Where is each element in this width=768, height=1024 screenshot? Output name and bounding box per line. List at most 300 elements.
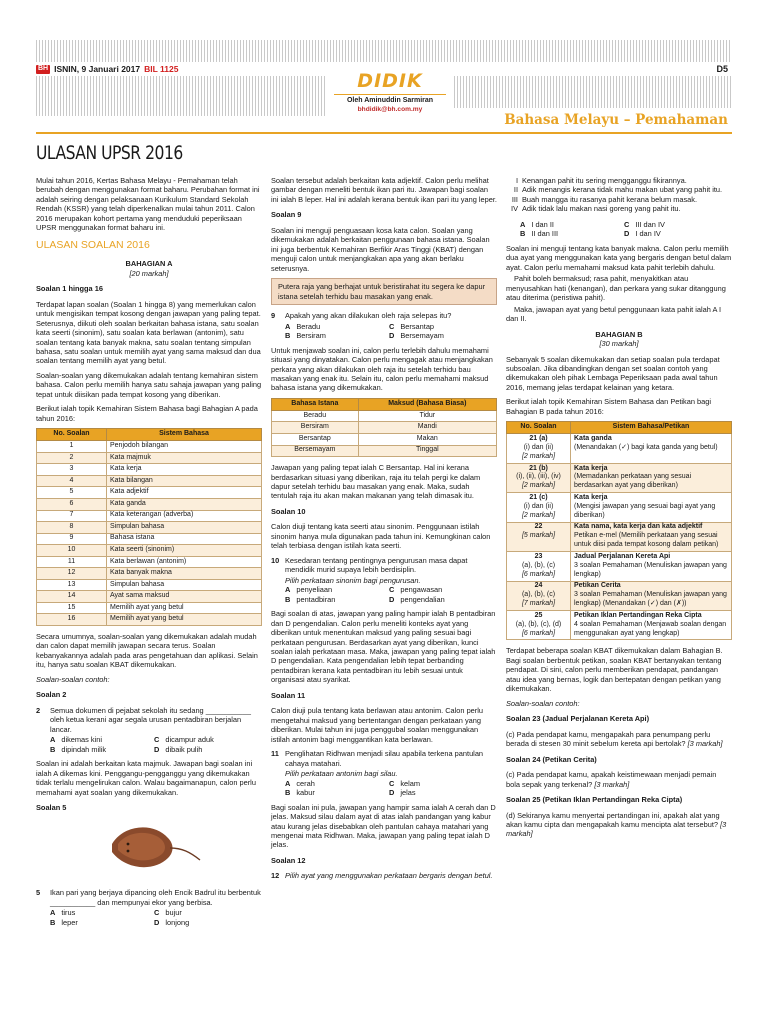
table-cell: Kata berlawan (antonim) <box>107 556 262 568</box>
question-11-options <box>285 779 497 798</box>
option <box>154 745 258 754</box>
table-row <box>37 464 262 476</box>
question-number: 23 <box>534 552 543 560</box>
section-a-para-3: Berikut ialah topik Kemahiran Sistem Bahasa bagi Bahagian A pada tahun 2016: <box>36 404 258 423</box>
question-text: Apakah yang akan dilakukan oleh raja selepas itu? <box>285 311 452 321</box>
option <box>520 229 624 238</box>
author-email: bhdidik@bh.com.my <box>357 105 423 113</box>
option-text: pentadbiran <box>296 594 336 604</box>
question-text: Pilih ayat yang menggunakan perkataan bergaris dengan betul. <box>285 871 493 881</box>
section-a-marks: [20 markah] <box>129 268 169 278</box>
question-9 <box>271 311 497 320</box>
table-cell: Kata majmuk <box>107 452 262 464</box>
question-2-heading: Soalan 2 <box>36 690 67 700</box>
table-cell: Kata keterangan (adverba) <box>107 510 262 522</box>
table-cell: Simpulan bahasa <box>107 522 262 534</box>
question-2-options <box>50 735 262 754</box>
question-12-options <box>520 220 732 239</box>
option-text: Beradu <box>296 321 321 331</box>
question-number: 5 <box>36 888 41 898</box>
question-25-heading: Soalan 25 (Petikan Iklan Pertandingan Reka Cipta) <box>506 795 683 805</box>
option-text: bujur <box>165 908 182 918</box>
option-letter: C <box>389 585 395 595</box>
question-number-cell <box>507 493 571 522</box>
option <box>520 220 624 229</box>
option-text: I dan II <box>531 219 554 229</box>
question-number: 25 <box>534 611 543 619</box>
subquestion-list: (i) dan (ii) <box>523 444 554 452</box>
option <box>50 908 154 917</box>
topic-cell <box>571 434 732 463</box>
subquestion-list: (a), (b), (c) <box>521 561 556 569</box>
table-body <box>507 434 732 640</box>
table-cell: 10 <box>37 545 107 557</box>
table-cell: 13 <box>37 579 107 591</box>
subquestion-list: (a), (b), (c), (d) <box>515 620 562 628</box>
table-cell: Bahasa istana <box>107 533 262 545</box>
option-letter: D <box>154 744 160 754</box>
option <box>285 779 389 788</box>
subquestion-list: (i) dan (ii) <box>523 502 554 510</box>
question-text: (d) Sekiranya kamu menyertai pertandingan ini, apakah alat yang akan kamu cipta dan mengapakah kamu mencipta alat tersebut? <box>506 810 720 829</box>
option <box>389 788 493 797</box>
option-text: pengawasan <box>400 585 443 595</box>
question-number-cell <box>507 463 571 492</box>
table-row <box>507 434 732 463</box>
topic-title: Kata kerja <box>574 493 608 501</box>
section-b-para-3: Terdapat beberapa soalan KBAT dikemukakan dalam Bahagian B. Bagi soalan berbentuk petikan, soalan KBAT bertanyakan tentang pendapat. Di sini, calon perlu memberikan pendapat, pandangan atau idea yang bernas, logik dan bertepatan dengan petikan yang dikemukakan. <box>506 646 723 694</box>
option-letter: D <box>624 229 630 239</box>
section-b-para-1: Sebanyak 5 soalan dikemukakan dan setiap soalan pula terdapat subsoalan. Jika dibandingkan dengan set soalan contoh yang dikemukakan oleh pihak Lembaga Peperiksaan pada awal tahun 2016, memang jelas terdapat kelainan yang ketara. <box>506 354 720 392</box>
option-text: tirus <box>61 908 76 918</box>
table-row <box>37 533 262 545</box>
option <box>50 918 154 927</box>
issue-date: ISNIN, 9 Januari 2017 <box>54 64 141 74</box>
question-number-cell <box>507 581 571 610</box>
table-body <box>37 441 262 626</box>
option <box>389 779 493 788</box>
table-cell: Tidur <box>358 410 496 422</box>
option-text: lonjong <box>165 917 190 927</box>
table-cell: Kata banyak makna <box>107 568 262 580</box>
option-text: penyeliaan <box>296 585 333 595</box>
table-row <box>37 602 262 614</box>
statement-number: I <box>515 176 518 185</box>
option <box>285 788 389 797</box>
option <box>285 322 389 331</box>
question-9-answer: Jawapan yang paling tepat ialah C Bersantap. Hal ini kerana berdasarkan situasi yang diberikan, raja itu telah pergi ke dalam dapur setelah terhidu bau masakan yang enak. Maka, sudah tentulah raja itu akan makan makanan yang telah dimasak itu. <box>271 463 481 501</box>
table-header: No. Soalan <box>507 422 571 434</box>
topic-cell <box>571 463 732 492</box>
option-letter: D <box>389 788 395 798</box>
table-cell: Bersemayam <box>272 445 359 457</box>
question-number: 9 <box>271 311 276 321</box>
table-cell: 6 <box>37 498 107 510</box>
review-heading: ULASAN SOALAN 2016 <box>36 238 150 251</box>
section-b-topics-table <box>506 421 732 640</box>
topic-title: Kata nama, kata kerja dan kata adjektif <box>574 523 703 531</box>
topic-cell <box>571 552 732 581</box>
option <box>285 585 389 594</box>
section-b-heading: BAHAGIAN B <box>595 329 643 339</box>
option-letter: B <box>520 229 526 239</box>
header-hatch-right <box>454 76 732 108</box>
table-cell: Ayat sama maksud <box>107 591 262 603</box>
table-cell: Penjodoh bilangan <box>107 441 262 453</box>
table-row <box>37 556 262 568</box>
option <box>50 745 154 754</box>
option-letter: B <box>50 917 56 927</box>
topic-cell <box>571 522 732 551</box>
statement-number: III <box>511 194 518 204</box>
option-letter: A <box>285 585 291 595</box>
question-number-cell <box>507 434 571 463</box>
statement-item <box>506 185 732 194</box>
option <box>285 595 389 604</box>
option-text: I dan IV <box>635 229 661 239</box>
question-10-intro: Calon diuji tentang kata seerti atau sinonim. Penggunaan istilah sinonim hanya mula digunakan pada tahun ini. Kemungkinan calon telah terbiasa dengan istilah kata seerti. <box>271 522 491 551</box>
section-brand <box>334 72 446 114</box>
topic-title: Jadual Perjalanan Kereta Api <box>574 552 671 560</box>
table-cell: 8 <box>37 522 107 534</box>
table-header: Bahasa Istana <box>272 398 359 410</box>
examples-label: Soalan-soalan contoh: <box>506 698 580 708</box>
table-row <box>507 552 732 581</box>
question-11-intro: Calon diuji pula tentang kata berlawan atau antonim. Calon perlu mengetahui maksud yang bertentangan dengan perkataan yang diberikan. Mulai tahun ini juga penggubal soalan menggunakan istilah antonim bagi menggantikan kata berlawan. <box>271 706 484 744</box>
question-9-intro: Soalan ini menguji penguasaan kosa kata calon. Soalan yang dikemukakan adalah berkaitan penggunaan bahasa istana. Soalan ini juga berbentuk Kemahiran Berfikir Aras Tinggi (KBAT) dengan menguji calon untuk menjangkakan apa yang akan berlaku seterusnya. <box>271 225 490 273</box>
table-cell: Kata seerti (sinonim) <box>107 545 262 557</box>
table-header: No. Soalan <box>37 429 107 441</box>
question-marks: [7 markah] <box>521 600 556 608</box>
topic-title: Petikan Cerita <box>574 582 621 590</box>
table-row <box>37 545 262 557</box>
table-cell: 4 <box>37 475 107 487</box>
topic-description: 3 soalan Pemahaman (Menuliskan jawapan yang lengkap) <box>574 561 727 578</box>
question-number: 11 <box>271 749 279 759</box>
option <box>389 595 493 604</box>
topic-description: Petikan e-mel (Memilih perkataan yang sesuai untuk diisi pada tempat kosong dalam petikan) <box>574 532 719 549</box>
stingray-illustration <box>36 818 262 880</box>
option-letter: A <box>50 735 56 745</box>
table-cell: 11 <box>37 556 107 568</box>
section-b-marks: [30 markah] <box>599 339 639 349</box>
option <box>154 735 258 744</box>
option-letter: C <box>154 908 160 918</box>
subquestion-list: (i), (ii), (iii), (iv) <box>516 473 561 481</box>
option-letter: A <box>285 778 291 788</box>
option <box>154 908 258 917</box>
question-9-heading: Soalan 9 <box>271 210 302 220</box>
question-12 <box>271 871 497 880</box>
table-row <box>272 410 497 422</box>
table-row <box>37 591 262 603</box>
subject-label: Bahasa Melayu – Pemahaman <box>504 112 728 128</box>
question-11-instruction: Pilih perkataan antonim bagi silau. <box>285 769 398 779</box>
option-text: III dan IV <box>635 219 665 229</box>
issue-number: BIL 1125 <box>144 64 179 74</box>
section-title: DIDIK <box>357 70 423 92</box>
column-1 <box>36 176 262 932</box>
option-text: Bersemayam <box>400 331 444 341</box>
question-number: 24 <box>534 582 543 590</box>
table-cell: Kata kerja <box>107 464 262 476</box>
question-number: 21 (a) <box>529 435 548 443</box>
question-10-explanation: Bagi soalan di atas, jawapan yang paling hampir ialah B pentadbiran dan D pengendalian. Calon perlu meneliti konteks ayat yang diberikan untuk menentukan maksud yang paling sesuai bagi perkataan pengurusan. Berdasarkan ayat yang diberikan, kunci soalan ialah perkataan masa. Maka, jawapan yang paling tepat ialah D pengendalian. Kata pengendalian lebih tepat berbanding pentadbiran kerana kata pentadbiran itu lebih sesuai untuk organisasi atau syarikat. <box>271 609 496 685</box>
option-text: kabur <box>296 788 315 798</box>
intro-paragraph: Mulai tahun 2016, Kertas Bahasa Melayu - Pemahaman telah berubah dengan menggunakan format baharu. Perubahan format ini adalah seiring dengan pelaksanaan Kurikulum Standard Sekolah Rendah (KSSR) yang telah diperkenalkan mulai tahun 2011. Calon 2016 merupakan kohort pertama yang menduduki peperiksaan UPSR menggunakan format baharu ini. <box>36 176 260 233</box>
option-text: II dan III <box>531 229 559 239</box>
page-number: D5 <box>716 64 728 74</box>
table-cell: Bersiram <box>272 422 359 434</box>
option-text: pengendalian <box>400 594 445 604</box>
table-cell: 1 <box>37 441 107 453</box>
question-marks: [6 markah] <box>521 570 556 578</box>
table-row <box>37 510 262 522</box>
bh-logo: BH <box>38 64 49 72</box>
table-row <box>272 445 497 457</box>
masthead-left <box>36 64 178 75</box>
section-b-para-2: Berikut ialah topik Kemahiran Sistem Bahasa dan Petikan bagi Bahagian B pada tahun 2016: <box>506 397 712 416</box>
section-a-para-4: Secara umumnya, soalan-soalan yang dikemukakan adalah mudah dan calon dapat memilih jawapan secara terus. Soalan kebanyakannya adalah pada aras pengetahuan dan aplikasi. Selain itu, hanya satu soalan KBAT dikemukakan. <box>36 631 258 670</box>
question-text: Penglihatan Ridhwan menjadi silau apabila terkena pantulan cahaya matahari. <box>285 749 484 768</box>
statement-text: Buah mangga itu rasanya pahit kerana belum masak. <box>522 194 698 204</box>
table-cell: 2 <box>37 452 107 464</box>
question-5-options <box>50 908 262 927</box>
examples-label: Soalan-soalan contoh: <box>36 674 110 684</box>
table-row <box>37 452 262 464</box>
table-row <box>37 441 262 453</box>
table-cell: 12 <box>37 568 107 580</box>
question-23 <box>506 730 732 749</box>
table-cell: Tinggal <box>358 445 496 457</box>
question-5 <box>36 888 262 907</box>
header-rule <box>36 132 732 134</box>
statement-number: II <box>513 185 518 195</box>
question-9-options <box>285 322 497 341</box>
section-a-topics-table <box>36 428 262 626</box>
option <box>624 229 728 238</box>
table-row <box>37 614 262 626</box>
option-letter: D <box>389 331 395 341</box>
author-byline: Oleh Aminuddin Sarmiran <box>346 97 434 104</box>
table-row <box>37 487 262 499</box>
question-12-explanation-3: Maka, jawapan ayat yang betul penggunaan kata pahit ialah A I dan II. <box>506 304 722 324</box>
table-cell: 9 <box>37 533 107 545</box>
section-rule <box>334 94 446 95</box>
question-text: (c) Pada pendapat kamu, apakah keistimewaan menjadi pemain bola sepak yang terkenal? <box>506 770 717 789</box>
statement-item <box>506 176 732 185</box>
statement-text: Kenangan pahit itu sering mengganggu fikirannya. <box>522 176 687 185</box>
table-cell: 5 <box>37 487 107 499</box>
table-cell: Simpulan bahasa <box>107 579 262 591</box>
section-a-heading: BAHAGIAN A <box>125 259 173 269</box>
column-3 <box>506 176 732 844</box>
topic-description: 3 soalan Pemahaman (Menuliskan jawapan yang lengkap) (Menandakan (✓) dan (✗)) <box>574 591 727 608</box>
table-cell: Memilih ayat yang betul <box>107 614 262 626</box>
question-5-explanation: Soalan tersebut adalah berkaitan kata adjektif. Calon perlu melihat gambar dengan meneliti bentuk ikan pari itu. Jawapan bagi soalan ini ialah B leper. Hal ini adalah kerana bentuk ikan pari itu yang leper. <box>271 176 497 204</box>
option-letter: B <box>285 594 291 604</box>
option-text: jelas <box>400 788 416 798</box>
question-11-explanation: Bagi soalan ini pula, jawapan yang hampir sama ialah A cerah dan D jelas. Maksud silau dalam ayat di atas ialah pandangan yang kabur atau kurang jelas disebabkan oleh pantulan cahaya matahari yang mengenai mata Ridhwan. Maka, jawapan yang paling tepat ialah D jelas. <box>271 802 496 850</box>
question-number-cell <box>507 552 571 581</box>
topic-cell <box>571 581 732 610</box>
table-cell: Kata ganda <box>107 498 262 510</box>
table-cell: Kata adjektif <box>107 487 262 499</box>
question-marks: [6 markah] <box>521 629 556 637</box>
option <box>154 918 258 927</box>
table-row <box>37 475 262 487</box>
question-marks: [2 markah] <box>521 482 556 490</box>
question-5-heading: Soalan 5 <box>36 803 67 813</box>
table-cell: Beradu <box>272 410 359 422</box>
question-10-instruction: Pilih perkataan sinonim bagi pengurusan. <box>285 575 421 585</box>
question-10-options <box>285 585 497 604</box>
option <box>285 331 389 340</box>
question-text: Ikan pari yang berjaya dipancing oleh Encik Badrul itu berbentuk ___________ dan mempunyai ekor yang berbisa. <box>50 888 261 907</box>
table-cell: 16 <box>37 614 107 626</box>
table-cell: 15 <box>37 602 107 614</box>
option-text: kelam <box>400 778 421 788</box>
option <box>389 331 493 340</box>
header-hatch-left <box>36 76 326 116</box>
questions-range-heading: Soalan 1 hingga 16 <box>36 284 103 294</box>
option-text: Bersiram <box>296 331 326 341</box>
topic-title: Kata kerja <box>574 464 608 472</box>
option <box>624 220 728 229</box>
option-text: dikemas kini <box>61 735 103 745</box>
question-12-explanation-1: Soalan ini menguji tentang kata banyak makna. Calon perlu memilih dua ayat yang menggunakan kata yang bergaris dengan betul dalam ayat. Calon perlu memahami maksud kata pahit terlebih dahulu. <box>506 243 732 272</box>
table-cell: Kata bilangan <box>107 475 262 487</box>
question-marks: [2 markah] <box>521 452 556 460</box>
question-number: 10 <box>271 555 280 565</box>
table-cell: Bersantap <box>272 433 359 445</box>
table-header: Maksud (Bahasa Biasa) <box>358 398 496 410</box>
question-text: Kesedaran tentang pentingnya pengurusan masa dapat mendidik murid supaya lebih berdisiplin. <box>285 555 468 575</box>
topic-description: (Memadankan perkataan yang sesuai berdasarkan ayat yang diberikan) <box>574 473 692 490</box>
question-number: 2 <box>36 705 41 715</box>
option-letter: D <box>389 594 395 604</box>
masthead-hatch <box>36 40 732 62</box>
table-cell: Makan <box>358 433 496 445</box>
question-number: 21 (b) <box>529 464 548 472</box>
statement-item <box>506 204 732 213</box>
table-cell: Memilih ayat yang betul <box>107 602 262 614</box>
question-marks: [5 markah] <box>521 532 556 540</box>
column-2 <box>271 176 497 882</box>
question-number: 22 <box>534 523 543 531</box>
table-row <box>37 522 262 534</box>
question-2 <box>36 706 262 734</box>
statement-item <box>506 195 732 204</box>
table-row <box>507 463 732 492</box>
stingray-icon <box>94 818 204 880</box>
option-text: dibaik pulih <box>165 744 203 754</box>
topic-cell <box>571 610 732 639</box>
option-text: dicampur aduk <box>165 735 214 745</box>
option-text: leper <box>61 917 78 927</box>
page-title: ULASAN UPSR 2016 <box>36 142 183 164</box>
question-12-heading: Soalan 12 <box>271 855 306 865</box>
option <box>50 735 154 744</box>
topic-title: Kata ganda <box>574 435 612 443</box>
option-letter: A <box>50 908 56 918</box>
question-number-cell <box>507 522 571 551</box>
option-letter: C <box>389 321 395 331</box>
question-12-explanation-2: Pahit boleh bermaksud; rasa pahit, menyakitkan atau menyusahkan hati (kenangan), dan perkara yang sukar ditanggung atau diterima (peristiwa pahit). <box>506 274 726 303</box>
option-letter: C <box>154 735 160 745</box>
topic-description: 4 soalan Pemahaman (Menjawab soalan dengan menggunakan ayat yang lengkap) <box>574 620 727 637</box>
option-text: Bersantap <box>400 321 435 331</box>
question-12-statements <box>506 176 732 214</box>
statement-text: Adik menangis kerana tidak mahu makan ubat yang pahit itu. <box>522 185 723 195</box>
option <box>389 322 493 331</box>
question-marks: [3 markah] <box>687 739 723 749</box>
option-letter: A <box>285 321 291 331</box>
section-a-para-1: Terdapat lapan soalan (Soalan 1 hingga 8) yang memerlukan calon untuk mengisikan tempat kosong dengan jawapan yang paling tepat. Seterusnya, diikuti oleh soalan berkaitan bahasa istana, satu soalan kata seerti (sinonim), satu soalan kata berlawan (antonim), satu soalan tentang kata banyak makna, satu soalan tentang simpulan bahasa, satu soalan untuk memilih ayat yang sama maksud dan dua soalan tentang memilih ayat yang betul. <box>36 299 261 366</box>
table-row <box>507 493 732 522</box>
subquestion-list: (a), (b), (c) <box>521 591 556 599</box>
question-9-paragraph: Untuk menjawab soalan ini, calon perlu terlebih dahulu memahami situasi yang dinyatakan. Calon perlu mengagak atau menjangkakan perkara yang akan dilakukan oleh raja itu setelah terhidu bau masakan yang enak itu. Selain itu, calon perlu memahami maksud bahasa istana yang dikemukakan. <box>271 345 493 393</box>
question-24-heading: Soalan 24 (Petikan Cerita) <box>506 754 597 764</box>
option-letter: C <box>389 778 395 788</box>
question-10 <box>271 556 497 575</box>
section-a-para-2: Soalan-soalan yang dikemukakan adalah tentang kemahiran sistem bahasa. Calon perlu memilih hanya satu sahaja jawapan yang paling tepat untuk diisikan pada tempat kosong yang diberikan. <box>36 370 262 399</box>
topic-description: (Menandakan (✓) bagi kata ganda yang betul) <box>574 444 718 452</box>
option-letter: C <box>624 219 630 229</box>
question-number-cell <box>507 610 571 639</box>
question-25 <box>506 811 732 839</box>
topic-title: Petikan Iklan Pertandingan Reka Cipta <box>574 611 702 619</box>
table-cell: Mandi <box>358 422 496 434</box>
question-2-explanation: Soalan ini adalah berkaitan kata majmuk. Jawapan bagi soalan ini ialah A dikemas kini. Penggangu-pengganggu yang dikemukakan tidak terlalu mengelirukan calon. Walau bagaimanapun, calon perlu memahami ayat soalan yang dikemukakan. <box>36 759 256 797</box>
option-text: cerah <box>296 778 315 788</box>
question-11-heading: Soalan 11 <box>271 690 306 700</box>
question-10-heading: Soalan 10 <box>271 506 306 516</box>
question-23-heading: Soalan 23 (Jadual Perjalanan Kereta Api) <box>506 714 650 724</box>
table-cell: 7 <box>37 510 107 522</box>
table-header: Sistem Bahasa/Petikan <box>571 422 732 434</box>
option-letter: B <box>285 788 291 798</box>
question-marks: [3 markah] <box>594 779 630 789</box>
statement-text: Adik tidak lalu makan nasi goreng yang pahit itu. <box>522 204 681 214</box>
question-number: 12 <box>271 871 280 881</box>
table-row <box>507 610 732 639</box>
question-marks: [3 markah] <box>506 820 727 839</box>
option-text: dipindah milik <box>61 744 107 754</box>
table-row <box>272 422 497 434</box>
topic-cell <box>571 493 732 522</box>
table-header: Sistem Bahasa <box>107 429 262 441</box>
question-number: 21 (c) <box>529 493 548 501</box>
royal-language-table <box>271 398 497 457</box>
option <box>389 585 493 594</box>
question-9-passage: Putera raja yang berhajat untuk beristirahat itu segera ke dapur istana setelah terhidu bau masakan yang enak. <box>271 278 497 305</box>
table-body <box>272 410 497 456</box>
topic-description: (Mengisi jawapan yang sesuai bagi ayat yang diberikan) <box>574 502 716 519</box>
option-letter: A <box>520 219 526 229</box>
question-marks: [2 markah] <box>521 511 556 519</box>
table-cell: 3 <box>37 464 107 476</box>
table-row <box>272 433 497 445</box>
table-row <box>507 522 732 551</box>
question-24 <box>506 770 732 789</box>
option-letter: D <box>154 917 160 927</box>
table-row <box>507 581 732 610</box>
table-cell: 14 <box>37 591 107 603</box>
table-row <box>37 579 262 591</box>
option-letter: B <box>50 744 56 754</box>
statement-number: IV <box>511 204 518 214</box>
